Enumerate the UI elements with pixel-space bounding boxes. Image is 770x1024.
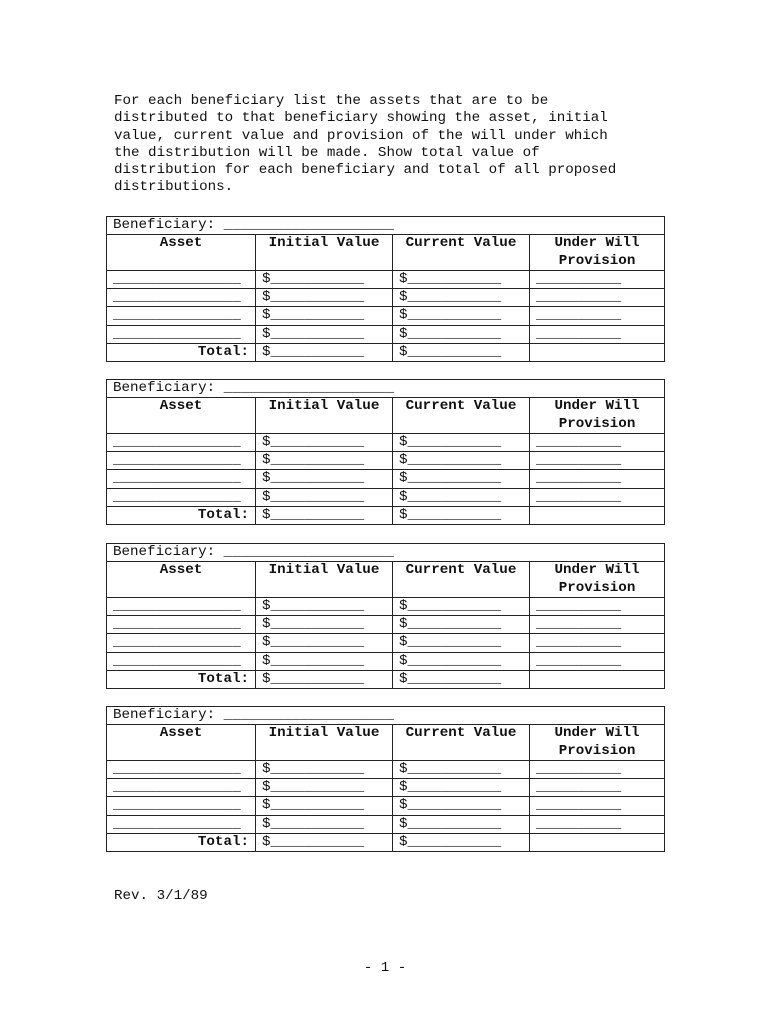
- table-row: [107, 289, 665, 307]
- total-row: [107, 507, 665, 525]
- total-empty-cell: [530, 344, 665, 362]
- asset-column-header: Asset: [107, 725, 256, 761]
- current-value-field[interactable]: $___________: [393, 452, 530, 470]
- provision-field[interactable]: __________: [530, 652, 665, 670]
- provision-field[interactable]: __________: [530, 452, 665, 470]
- asset-field[interactable]: _______________: [107, 634, 256, 652]
- provision-field[interactable]: __________: [530, 779, 665, 797]
- total-empty-cell: [530, 507, 665, 525]
- current-value-field[interactable]: $___________: [393, 597, 530, 615]
- table-row: [107, 797, 665, 815]
- table-row: [107, 760, 665, 778]
- table-row: [107, 270, 665, 288]
- provision-field[interactable]: __________: [530, 797, 665, 815]
- asset-field[interactable]: _______________: [107, 797, 256, 815]
- total-current-value-field[interactable]: $___________: [393, 344, 530, 362]
- current-value-field[interactable]: $___________: [393, 634, 530, 652]
- asset-field[interactable]: _______________: [107, 452, 256, 470]
- table-row: [107, 652, 665, 670]
- current-value-field[interactable]: $___________: [393, 470, 530, 488]
- page-number: - 1 -: [363, 960, 407, 976]
- asset-field[interactable]: _______________: [107, 488, 256, 506]
- total-current-value-field[interactable]: $___________: [393, 834, 530, 852]
- asset-field[interactable]: _______________: [107, 325, 256, 343]
- instructions-paragraph: For each beneficiary list the assets that are to be distributed to that beneficiary showing the asset, initial value, current value and provision of the will under which the distribution will be made. Show total value of distribution for each beneficiary and total of all proposed distributions.: [114, 93, 617, 196]
- initial-value-field[interactable]: $___________: [256, 470, 393, 488]
- beneficiary-name-field[interactable]: Beneficiary: ____________________: [107, 544, 665, 562]
- current-value-field[interactable]: $___________: [393, 652, 530, 670]
- under-will-provision-column-header: Under Will Provision: [530, 235, 665, 271]
- provision-field[interactable]: __________: [530, 307, 665, 325]
- beneficiary-table: [106, 543, 665, 689]
- current-value-field[interactable]: $___________: [393, 433, 530, 451]
- total-label: Total:: [107, 507, 256, 525]
- initial-value-field[interactable]: $___________: [256, 652, 393, 670]
- table-row: [107, 452, 665, 470]
- current-value-field[interactable]: $___________: [393, 779, 530, 797]
- provision-field[interactable]: __________: [530, 470, 665, 488]
- table-row: [107, 597, 665, 615]
- current-value-field[interactable]: $___________: [393, 325, 530, 343]
- total-initial-value-field[interactable]: $___________: [256, 671, 393, 689]
- beneficiary-name-field[interactable]: Beneficiary: ____________________: [107, 380, 665, 398]
- current-value-field[interactable]: $___________: [393, 797, 530, 815]
- asset-field[interactable]: _______________: [107, 779, 256, 797]
- total-current-value-field[interactable]: $___________: [393, 507, 530, 525]
- table-row: [107, 616, 665, 634]
- provision-field[interactable]: __________: [530, 325, 665, 343]
- beneficiary-table: [106, 216, 665, 362]
- asset-field[interactable]: _______________: [107, 760, 256, 778]
- table-row: [107, 307, 665, 325]
- total-row: [107, 344, 665, 362]
- table-row: [107, 634, 665, 652]
- initial-value-field[interactable]: $___________: [256, 289, 393, 307]
- current-value-column-header: Current Value: [393, 725, 530, 761]
- revision-date: Rev. 3/1/89: [114, 888, 208, 904]
- under-will-provision-column-header: Under Will Provision: [530, 562, 665, 598]
- table-row: [107, 815, 665, 833]
- total-label: Total:: [107, 834, 256, 852]
- total-initial-value-field[interactable]: $___________: [256, 834, 393, 852]
- initial-value-field[interactable]: $___________: [256, 433, 393, 451]
- asset-field[interactable]: _______________: [107, 652, 256, 670]
- current-value-field[interactable]: $___________: [393, 289, 530, 307]
- current-value-column-header: Current Value: [393, 235, 530, 271]
- current-value-column-header: Current Value: [393, 562, 530, 598]
- provision-field[interactable]: __________: [530, 815, 665, 833]
- provision-field[interactable]: __________: [530, 289, 665, 307]
- initial-value-column-header: Initial Value: [256, 562, 393, 598]
- table-row: [107, 433, 665, 451]
- current-value-column-header: Current Value: [393, 398, 530, 434]
- table-row: [107, 325, 665, 343]
- initial-value-field[interactable]: $___________: [256, 270, 393, 288]
- current-value-field[interactable]: $___________: [393, 616, 530, 634]
- initial-value-column-header: Initial Value: [256, 398, 393, 434]
- provision-field[interactable]: __________: [530, 634, 665, 652]
- total-label: Total:: [107, 344, 256, 362]
- total-empty-cell: [530, 834, 665, 852]
- total-row: [107, 834, 665, 852]
- current-value-field[interactable]: $___________: [393, 270, 530, 288]
- asset-field[interactable]: _______________: [107, 597, 256, 615]
- asset-field[interactable]: _______________: [107, 270, 256, 288]
- initial-value-column-header: Initial Value: [256, 235, 393, 271]
- initial-value-field[interactable]: $___________: [256, 760, 393, 778]
- provision-field[interactable]: __________: [530, 616, 665, 634]
- asset-column-header: Asset: [107, 398, 256, 434]
- asset-field[interactable]: _______________: [107, 433, 256, 451]
- initial-value-field[interactable]: $___________: [256, 452, 393, 470]
- asset-column-header: Asset: [107, 562, 256, 598]
- beneficiary-table: [106, 706, 665, 852]
- total-empty-cell: [530, 671, 665, 689]
- table-row: [107, 779, 665, 797]
- initial-value-field[interactable]: $___________: [256, 815, 393, 833]
- initial-value-field[interactable]: $___________: [256, 488, 393, 506]
- provision-field[interactable]: __________: [530, 760, 665, 778]
- asset-field[interactable]: _______________: [107, 470, 256, 488]
- total-current-value-field[interactable]: $___________: [393, 671, 530, 689]
- asset-field[interactable]: _______________: [107, 616, 256, 634]
- asset-field[interactable]: _______________: [107, 289, 256, 307]
- current-value-field[interactable]: $___________: [393, 488, 530, 506]
- initial-value-field[interactable]: $___________: [256, 634, 393, 652]
- initial-value-field[interactable]: $___________: [256, 307, 393, 325]
- table-row: [107, 488, 665, 506]
- total-label: Total:: [107, 671, 256, 689]
- provision-field[interactable]: __________: [530, 488, 665, 506]
- table-row: [107, 470, 665, 488]
- current-value-field[interactable]: $___________: [393, 815, 530, 833]
- total-row: [107, 671, 665, 689]
- asset-field[interactable]: _______________: [107, 307, 256, 325]
- provision-field[interactable]: __________: [530, 270, 665, 288]
- asset-column-header: Asset: [107, 235, 256, 271]
- total-initial-value-field[interactable]: $___________: [256, 344, 393, 362]
- initial-value-field[interactable]: $___________: [256, 597, 393, 615]
- initial-value-field[interactable]: $___________: [256, 616, 393, 634]
- beneficiary-name-field[interactable]: Beneficiary: ____________________: [107, 217, 665, 235]
- initial-value-field[interactable]: $___________: [256, 797, 393, 815]
- initial-value-column-header: Initial Value: [256, 725, 393, 761]
- beneficiary-table: [106, 379, 665, 525]
- initial-value-field[interactable]: $___________: [256, 779, 393, 797]
- total-initial-value-field[interactable]: $___________: [256, 507, 393, 525]
- current-value-field[interactable]: $___________: [393, 307, 530, 325]
- asset-field[interactable]: _______________: [107, 815, 256, 833]
- provision-field[interactable]: __________: [530, 597, 665, 615]
- under-will-provision-column-header: Under Will Provision: [530, 398, 665, 434]
- under-will-provision-column-header: Under Will Provision: [530, 725, 665, 761]
- current-value-field[interactable]: $___________: [393, 760, 530, 778]
- beneficiary-name-field[interactable]: Beneficiary: ____________________: [107, 707, 665, 725]
- initial-value-field[interactable]: $___________: [256, 325, 393, 343]
- provision-field[interactable]: __________: [530, 433, 665, 451]
